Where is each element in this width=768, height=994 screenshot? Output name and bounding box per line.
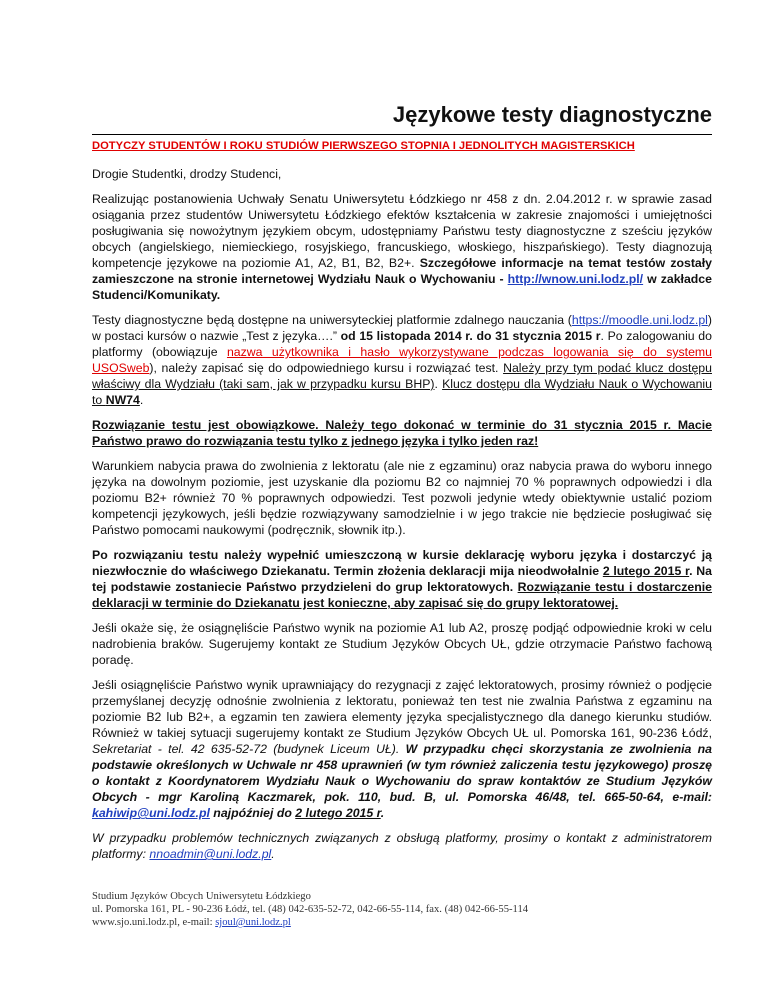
p7-end: . <box>380 806 385 820</box>
p2-t2: ) w postaci kursów o nazwie „Test z języka….” <box>92 313 712 343</box>
coordinator-email-link[interactable]: kahiwip@uni.lodz.pl <box>92 806 210 820</box>
p1-bold-after: w zakładce Studenci/Komunikaty. <box>92 272 712 302</box>
wnow-link[interactable]: http://wnow.uni.lodz.pl/ <box>507 272 644 286</box>
footer-line-3 <box>92 916 528 929</box>
greeting: Drogie Studentki, drodzy Studenci, <box>92 167 282 181</box>
p2-key-value: NW74 <box>105 393 140 407</box>
p7-deadline-date: 2 lutego 2015 r <box>295 806 381 820</box>
p8-text: W przypadku problemów technicznych związanych z obsługą platformy, prosimy o kontakt z administratorem platformy: <box>92 831 712 861</box>
paragraph-7 <box>92 677 712 821</box>
paragraph-1 <box>92 191 712 303</box>
p2-t6: . <box>139 393 144 407</box>
footer <box>92 890 528 929</box>
paragraph-3: Rozwiązanie testu jest obowiązkowe. Należy tego dokonać w terminie do 31 stycznia 2015 r. Macie Państwo prawo do rozwiązania testu tylko z jednego języka i tylko jeden raz! <box>92 418 712 448</box>
footer-line-3-prefix: www.sjo.uni.lodz.pl, e-mail: <box>92 917 216 928</box>
paragraph-5 <box>92 547 712 611</box>
p5-bold1: Po rozwiązaniu testu należy wypełnić umieszczoną w kursie deklarację wyboru języka i dostarczyć ją niezwłocznie do właściwego Dziekanatu. Termin złożenia deklaracji mija nieodwołalnie <box>92 548 712 578</box>
p5-date: 2 lutego 2015 r <box>602 564 690 578</box>
footer-line-1: Studium Języków Obcych Uniwersytetu Łódzkiego <box>92 891 311 902</box>
footer-email-link[interactable]: sjoul@uni.lodz.pl <box>215 917 291 928</box>
p7-text: Jeśli osiągnęliście Państwo wynik uprawniający do rezygnacji z zajęć lektoratowych, prosimy również o podjęcie przemyślanej decyzję odnośnie zwolnienia z lektoratu, ponieważ ten test nie zwalnia Państwa z egzaminu na poziomie B2 lub B2+, a egzamin ten zawiera elementy języka specjalistycznego dla danego kierunku studiów. Również w takiej sytuacji sugerujemy kontakt ze Studium Języków Obcych UŁ ul. Pomorska 161, 90-236 Łódź, <box>92 678 712 740</box>
p5-bold2: . Na tej podstawie zostaniecie Państwo przydzieleni do grup lektoratowych. <box>92 564 713 594</box>
p2-t4: ), należy zapisać się do odpowiedniego kursu i rozwiązać test. <box>149 361 504 375</box>
p2-t3: . Po zalogowaniu do platformy (obowiązuje <box>92 329 712 359</box>
footer-line-2: ul. Pomorska 161, PL - 90-236 Łódź, tel. (48) 042-635-52-72, 042-66-55-114, fax. (48) 042-66-55-114 <box>92 904 529 915</box>
notice-heading: DOTYCZY STUDENTÓW I ROKU STUDIÓW PIERWSZEGO STOPNIA I JEDNOLITYCH MAGISTERSKICH <box>92 140 635 152</box>
p2-login-note: nazwa użytkownika i hasło wykorzystywane podczas logowania się do systemu USOSweb <box>92 345 712 375</box>
p2-key-note: Należy przy tym podać klucz dostępu właściwy dla Wydziału (taki sam, jak w przypadku kursu BHP) <box>92 361 712 391</box>
moodle-link[interactable]: https://moodle.uni.lodz.pl <box>571 313 708 327</box>
p8-end: . <box>271 847 275 861</box>
p2-key-label: Klucz dostępu dla Wydziału Nauk o Wychowaniu to <box>92 377 712 407</box>
title-rule <box>92 134 712 135</box>
paragraph-6: Jeśli okaże się, że osiągnęliście Państwo wynik na poziomie A1 lub A2, proszę podjąć odpowiednie kroki w celu nadrobienia braków. Sugerujemy kontakt ze Studium Języków Obcych UŁ, gdzie otrzymacie Państwo fachową poradę. <box>92 621 712 667</box>
p2-dates: od 15 listopada 2014 r. do 31 stycznia 2015 r <box>340 329 601 343</box>
p1-bold: Szczegółowe informacje na temat testów zostały zamieszczone na stronie internetowej Wydziału Nauk o Wychowaniu - <box>92 256 713 286</box>
p2-t1: Testy diagnostyczne będą dostępne na uniwersyteckiej platformie zdalnego nauczania ( <box>92 313 572 327</box>
paragraph-8 <box>92 830 712 862</box>
p2-t5: . <box>434 377 443 391</box>
p7-coordinator: W przypadku chęci skorzystania ze zwolnienia na podstawie określonych w Uchwale nr 458 uprawnień (w tym również zaliczenia testu językowego) proszę o kontakt z Koordynatorem Wydziału Nauk o Wychowaniu do spraw kontaktów ze Studium Języków Obcych - mgr Karoliną Kaczmarek, pok. 110, bud. B, ul. Pomorska 46/48, tel. 665-50-64, e-mail: <box>92 742 712 804</box>
paragraph-2 <box>92 312 712 408</box>
p5-required-note: Rozwiązanie testu i dostarczenie deklaracji w terminie do Dziekanatu jest konieczne, aby zapisać się do grupy lektoratowej. <box>92 580 712 610</box>
admin-email-link[interactable]: nnoadmin@uni.lodz.pl <box>149 847 272 861</box>
p1-text: Realizując postanowienia Uchwały Senatu Uniwersytetu Łódzkiego nr 458 z dn. 2.04.2012 r. w sprawie zasad osiągania przez studentów Uniwersytetu Łódzkiego efektów kształcenia w zakresie znajomości i umiejętności posługiwania się nowożytnym językiem obcym, udostępniamy Państwu testy diagnostyczne z sześciu języków obcych (angielskiego, niemieckiego, rosyjskiego, francuskiego, włoskiego, hiszpańskiego). Testy diagnozują kompetencje językowe na poziomie A1, A2, B1, B2, B2+. <box>92 192 712 270</box>
p7-deadline-label: najpóźniej do <box>209 806 296 820</box>
p7-secretariat: Sekretariat - tel. 42 635-52-72 (budynek Liceum UŁ). <box>92 742 400 756</box>
document-page <box>92 100 712 871</box>
page-title: Językowe testy diagnostyczne <box>392 102 712 127</box>
paragraph-4: Warunkiem nabycia prawa do zwolnienia z lektoratu (ale nie z egzaminu) oraz nabycia prawa do wyboru innego języka na dowolnym poziomie, jest uzyskanie dla poziomu B2 co najmniej 70 % poprawnych odpowiedzi i dla poziomu B2+ również 70 % poprawnych odpowiedzi. Test pozwoli jedynie wtedy obiektywnie ustalić poziom kompetencji językowych, jeśli będzie rozwiązywany samodzielnie i w jego trakcie nie będziecie posługiwać się Państwo pomocami naukowymi (podręcznik, słownik itp.). <box>92 459 712 537</box>
